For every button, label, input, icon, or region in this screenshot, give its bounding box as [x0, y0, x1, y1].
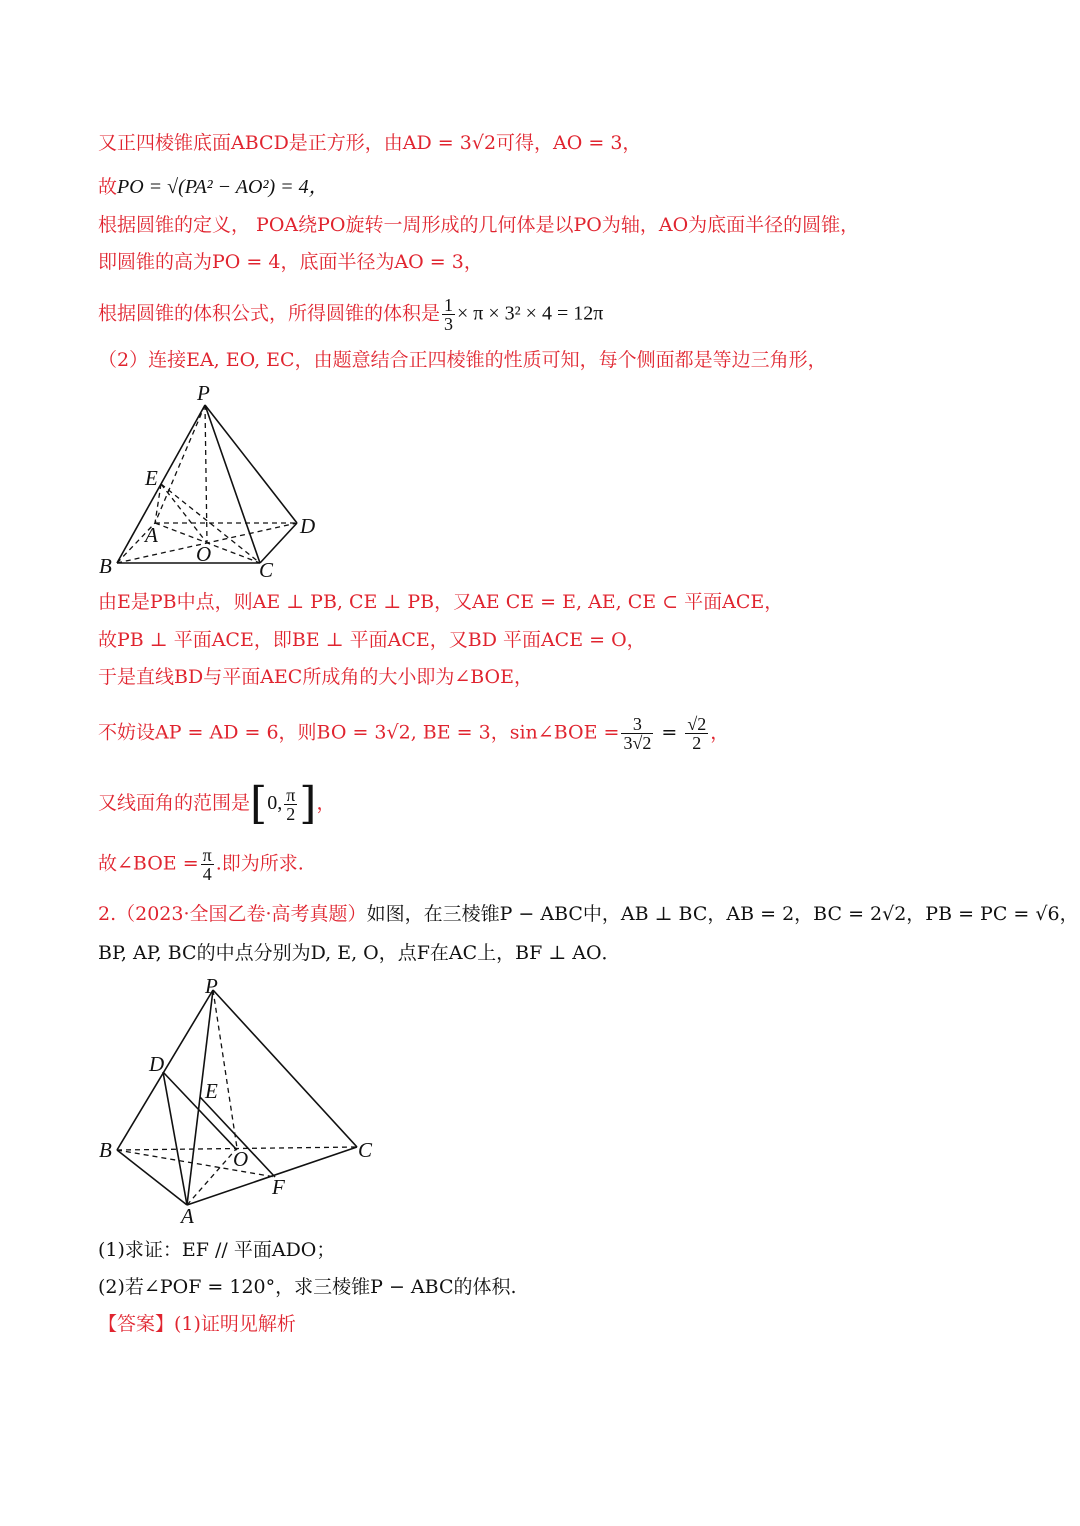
fraction-root2-over-2: $\frac{√2}{2}$: [687, 714, 707, 753]
label-O: O: [233, 1147, 249, 1171]
fraction-3-over-3root2: $\frac{3}{3√2}$: [623, 714, 652, 753]
text-line-angle-range: 又线面角的范围是[0, $\frac{\pi}{2}$ ]，: [98, 778, 336, 829]
label-P: P: [197, 385, 210, 405]
text-line-po: [98, 175, 329, 199]
figure-square-pyramid: [95, 385, 335, 585]
text-line-angle-boe: 于是直线BD与平面AEC所成角的大小即为∠BOE，: [98, 666, 534, 688]
label-E: E: [205, 1079, 218, 1103]
label-A: A: [145, 523, 158, 547]
label-O: O: [196, 542, 212, 566]
text-line-e-midpoint: 由E是PB中点，则AE ⊥ PB, CE ⊥ PB，又AE CE = E, AE, CE ⊂ 平面ACE，: [98, 591, 784, 613]
question-2-text: 如图，在三棱锥P − ABC中，AB ⊥ BC，AB = 2，BC = 2√2，PB = PC = √6，: [366, 903, 1079, 925]
text-line-part2-intro: （2）连接EA, EO, EC，由题意结合正四棱锥的性质可知，每个侧面都是等边三角形，: [98, 349, 827, 371]
label-B: B: [99, 554, 112, 578]
label-E: E: [145, 466, 158, 490]
question-2-stem: [98, 902, 1079, 926]
question-2-part2: (2)若∠POF = 120°，求三棱锥P − ABC的体积.: [98, 1276, 517, 1298]
question-2-part1: (1)求证：EF // 平面ADO；: [98, 1239, 336, 1261]
formula-po: PO = √(PA² − AO²) = 4，: [117, 176, 329, 198]
text-line-conclusion: 故∠BOE = $\frac{\pi}{4}$ .即为所求.: [98, 845, 304, 884]
text-line-square-base: 又正四棱锥底面ABCD是正方形，由AD = 3√2可得，AO = 3，: [98, 132, 642, 154]
label-P: P: [205, 975, 218, 998]
text-line-volume: [98, 296, 603, 333]
question-2-midpoints: BP, AP, BC的中点分别为D, E, O，点F在AC上，BF ⊥ AO．: [98, 942, 621, 964]
label-F: F: [272, 1175, 285, 1199]
question-2-source: 2.（2023·全国乙卷·高考真题）: [98, 903, 367, 925]
text-volume-prefix: 根据圆锥的体积公式，所得圆锥的体积是: [98, 302, 441, 325]
text-sin-prefix: 不妨设AP = AD = 6，则BO = 3√2, BE = 3，sin∠BOE =: [98, 721, 620, 744]
label-A: A: [181, 1204, 194, 1225]
fraction-pi-over-4: $\frac{\pi}{4}$: [202, 845, 212, 884]
text-prefix: 故: [98, 176, 118, 198]
formula-volume: × π × 3² × 4 = 12π: [457, 302, 604, 325]
text-line-sin-boe: 不妨设AP = AD = 6，则BO = 3√2, BE = 3，sin∠BOE = $\frac{3}{3√2}$ = $\frac{√2}{2}$ ，: [98, 714, 730, 753]
label-C: C: [259, 558, 274, 582]
label-C: C: [358, 1138, 373, 1162]
figure-triangular-pyramid: [95, 975, 395, 1225]
text-conclusion-prefix: 故∠BOE =: [98, 852, 199, 875]
label-D: D: [300, 514, 316, 538]
text-range-prefix: 又线面角的范围是: [98, 792, 251, 814]
label-B: B: [99, 1138, 112, 1162]
text-line-cone-height: 即圆锥的高为PO = 4，底面半径为AO = 3，: [98, 251, 483, 273]
label-D: D: [149, 1052, 165, 1076]
text-line-cone-definition: 根据圆锥的定义， POA绕PO旋转一周形成的几何体是以PO为轴，AO为底面半径的圆锥，: [98, 214, 860, 236]
text-line-pb-perp: 故PB ⊥ 平面ACE，即BE ⊥ 平面ACE，又BD 平面ACE = O，: [98, 629, 646, 651]
answer-line: 【答案】(1)证明见解析: [98, 1313, 296, 1335]
fraction-one-third: $\frac{1}{3}$: [444, 295, 454, 334]
fraction-pi-over-2: $\frac{\pi}{2}$: [286, 784, 296, 824]
